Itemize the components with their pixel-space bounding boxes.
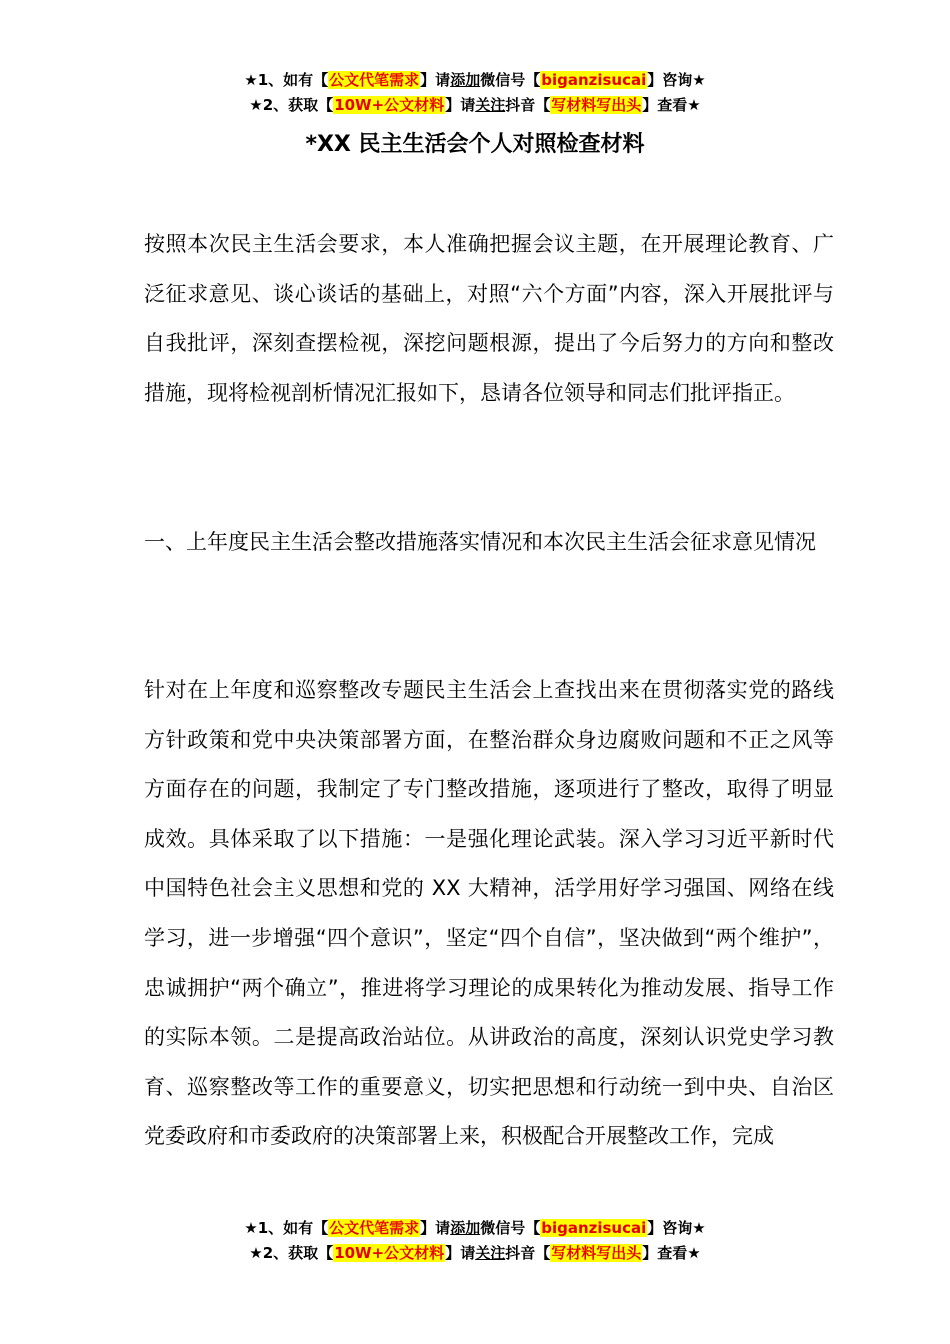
highlight-wechat-id: biganzisucai	[541, 1219, 647, 1237]
promo-text: 】查看★	[642, 1244, 701, 1262]
promo-text: 】请	[420, 71, 451, 89]
promo-text: 】请	[445, 1244, 476, 1262]
document-title: *XX 民主生活会个人对照检查材料	[305, 132, 645, 157]
promo-line-2	[0, 93, 950, 118]
highlight-service: 公文代笔需求	[329, 1219, 420, 1237]
highlight-douyin-account: 写材料写出头	[551, 1244, 642, 1262]
underlined-text: 关注	[475, 96, 506, 114]
promo-text: ★1、如有【	[244, 1219, 329, 1237]
promo-text: 微信号【	[480, 1219, 541, 1237]
highlight-service: 公文代笔需求	[329, 71, 420, 89]
highlight-wechat-id: biganzisucai	[541, 71, 647, 89]
section-1-paragraph: 针对在上年度和巡察整改专题民主生活会上查找出来在贯彻落实党的路线方针政策和党中央决策部署方面，在整治群众身边腐败问题和不正之风等方面存在的问题，我制定了专门整改措施，逐项进行了整改，取得了明显成效。具体采取了以下措施：一是强化理论武装。深入学习习近平新时代中国特色社会主义思想和党的 XX 大精神，活学用好学习强国、网络在线学习，进一步增强“四个意识”，坚定“四个自信”，坚决做到“两个维护”，忠诚拥护“两个确立”，推进将学习理论的成果转化为推动发展、指导工作的实际本领。二是提高政治站位。从讲政治的高度，深刻认识党史学习教育、巡察整改等工作的重要意义，切实把思想和行动统一到中央、自治区党委政府和市委政府的决策部署上来，积极配合开展整改工作，完成	[144, 678, 834, 1149]
promo-text: ★1、如有【	[244, 71, 329, 89]
promo-text: 微信号【	[480, 71, 541, 89]
promo-text: 抖音【	[505, 1244, 551, 1262]
underlined-text: 添加	[450, 71, 481, 89]
promo-text: 】查看★	[642, 96, 701, 114]
underlined-text: 关注	[475, 1244, 506, 1262]
promo-text: 】请	[420, 1219, 451, 1237]
promo-text: 】咨询★	[647, 1219, 706, 1237]
highlight-materials: 10W+公文材料	[334, 1244, 445, 1262]
intro-paragraph: 按照本次民主生活会要求，本人准确把握会议主题，在开展理论教育、广泛征求意见、谈心谈话的基础上，对照“六个方面”内容，深入开展批评与自我批评，深刻查摆检视，深挖问题根源，提出了今后努力的方向和整改措施，现将检视剖析情况汇报如下，恳请各位领导和同志们批评指正。	[144, 232, 834, 405]
highlight-materials: 10W+公文材料	[334, 96, 445, 114]
footer-promo-banner	[0, 1216, 950, 1266]
promo-text: 抖音【	[505, 96, 551, 114]
promo-text: 】咨询★	[647, 71, 706, 89]
promo-line-2	[0, 1241, 950, 1266]
promo-text: 】请	[445, 96, 476, 114]
underlined-text: 添加	[450, 1219, 481, 1237]
promo-text: ★2、获取【	[249, 96, 334, 114]
promo-line-1	[0, 68, 950, 93]
section-1-heading: 一、上年度民主生活会整改措施落实情况和本次民主生活会征求意见情况	[144, 530, 816, 554]
promo-text: ★2、获取【	[249, 1244, 334, 1262]
header-promo-banner	[0, 68, 950, 118]
promo-line-1	[0, 1216, 950, 1241]
highlight-douyin-account: 写材料写出头	[551, 96, 642, 114]
